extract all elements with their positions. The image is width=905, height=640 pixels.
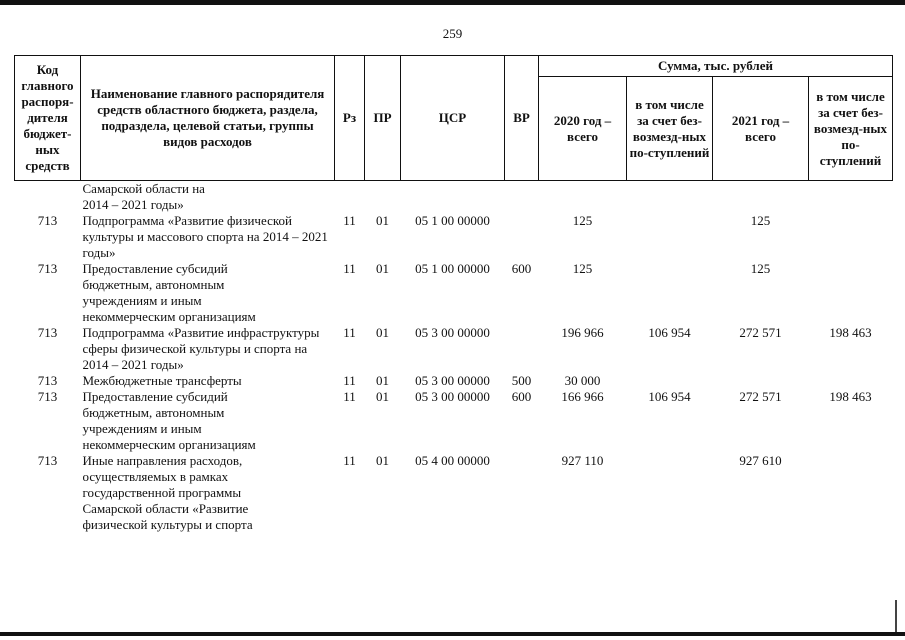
cell-2020-free xyxy=(627,181,713,214)
cell-2021-free: 198 463 xyxy=(829,389,872,404)
page-number: 259 xyxy=(442,26,463,41)
table-body xyxy=(15,181,893,534)
cell-pr: 01 xyxy=(376,261,389,276)
header-code: Код главного распоря-дителя бюджет-ных средств xyxy=(15,56,81,181)
cell-rz: 11 xyxy=(343,213,356,228)
cell-name-text: Предоставление субсидий бюджетным, автономным учреждениям и иным некоммерческим организациям xyxy=(82,261,256,324)
header-pr: ПР xyxy=(365,56,401,181)
table-row xyxy=(15,373,893,389)
cell-pr: 01 xyxy=(376,373,389,388)
header-2021-total: 2021 год – всего xyxy=(713,77,809,181)
cell-rz: 11 xyxy=(343,453,356,468)
header-vr: ВР xyxy=(505,56,539,181)
cell-2020-total: 30 000 xyxy=(564,373,601,388)
header-sum-title: Сумма, тыс. рублей xyxy=(539,56,893,77)
cell-2021-total: 125 xyxy=(750,261,771,276)
cell-2020-total xyxy=(539,181,627,214)
right-edge-mark xyxy=(895,600,897,632)
cell-2021-free xyxy=(809,261,893,325)
cell-csr: 05 3 00 00000 xyxy=(415,373,490,388)
header-rz: Рз xyxy=(335,56,365,181)
cell-code: 713 xyxy=(37,389,58,404)
cell-csr: 05 3 00 00000 xyxy=(415,325,490,340)
table-row xyxy=(15,453,893,533)
cell-2021-free xyxy=(809,213,893,261)
cell-vr xyxy=(505,213,539,261)
cell-2021-total: 927 610 xyxy=(739,453,782,468)
cell-code: 713 xyxy=(37,213,58,228)
cell-vr: 500 xyxy=(511,373,532,388)
header-name: Наименование главного распорядителя средств областного бюджета, раздела, подраздела, целевой статьи, группы видов расходов xyxy=(81,56,335,181)
cell-rz: 11 xyxy=(343,261,356,276)
cell-vr xyxy=(505,453,539,533)
cell-csr: 05 4 00 00000 xyxy=(415,453,490,468)
cell-2021-total xyxy=(713,181,809,214)
cell-2021-total xyxy=(713,373,809,389)
header-csr: ЦСР xyxy=(401,56,505,181)
cell-code xyxy=(15,181,81,214)
cell-rz: 11 xyxy=(343,373,356,388)
cell-rz: 11 xyxy=(343,389,356,404)
cell-2020-total: 196 966 xyxy=(561,325,604,340)
cell-vr: 600 xyxy=(511,389,532,404)
cell-2020-free xyxy=(627,261,713,325)
cell-pr: 01 xyxy=(376,389,389,404)
cell-2021-free: 198 463 xyxy=(829,325,872,340)
cell-2021-free xyxy=(809,373,893,389)
cell-code: 713 xyxy=(37,453,58,468)
cell-2020-total: 166 966 xyxy=(561,389,604,404)
cell-2020-free xyxy=(627,213,713,261)
cell-pr: 01 xyxy=(376,213,389,228)
cell-name xyxy=(81,389,335,453)
cell-2020-total: 927 110 xyxy=(561,453,604,468)
cell-vr: 600 xyxy=(511,261,532,276)
cell-code: 713 xyxy=(37,261,58,276)
cell-rz xyxy=(335,181,365,214)
table-row xyxy=(15,181,893,214)
header-2020-free: в том числе за счет без-возмезд-ных по-ступлений xyxy=(627,77,713,181)
cell-name-text: Иные направления расходов, осуществляемых в рамках государственной программы Самарской области «Развитие физической культуры и спорта xyxy=(82,453,253,532)
table-row xyxy=(15,389,893,453)
cell-csr xyxy=(401,181,505,214)
cell-name xyxy=(81,261,335,325)
cell-2020-free xyxy=(627,373,713,389)
cell-code: 713 xyxy=(37,373,58,388)
table-row xyxy=(15,213,893,261)
cell-name: Подпрограмма «Развитие физической культуры и массового спорта на 2014 – 2021 годы» xyxy=(82,213,328,260)
cell-name: Подпрограмма «Развитие инфраструктуры сферы физической культуры и спорта на 2014 – 2021 годы» xyxy=(82,325,320,372)
cell-2020-free: 106 954 xyxy=(648,325,691,340)
table-row xyxy=(15,261,893,325)
cell-2021-total: 272 571 xyxy=(739,389,782,404)
cell-pr xyxy=(365,181,401,214)
top-border xyxy=(0,0,905,5)
cell-2021-total: 125 xyxy=(750,213,771,228)
table-header xyxy=(15,56,893,181)
cell-name: Межбюджетные трансферты xyxy=(82,373,242,388)
cell-rz: 11 xyxy=(343,325,356,340)
budget-table xyxy=(14,55,893,533)
cell-2021-total: 272 571 xyxy=(739,325,782,340)
cell-vr xyxy=(505,181,539,214)
cell-name-text: Предоставление субсидий бюджетным, автономным учреждениям и иным некоммерческим организациям xyxy=(82,389,256,452)
cell-csr: 05 1 00 00000 xyxy=(415,213,490,228)
cell-2020-total: 125 xyxy=(572,261,593,276)
cell-2020-total: 125 xyxy=(572,213,593,228)
cell-csr: 05 1 00 00000 xyxy=(415,261,490,276)
cell-2020-free xyxy=(627,453,713,533)
header-2021-free: в том числе за счет без-возмезд-ных по-ступлений xyxy=(809,77,893,181)
cell-2020-free: 106 954 xyxy=(648,389,691,404)
cell-vr xyxy=(505,325,539,373)
header-2020-total: 2020 год – всего xyxy=(539,77,627,181)
cell-pr: 01 xyxy=(376,325,389,340)
cell-name-text: Самарской области на 2014 – 2021 годы» xyxy=(82,181,205,212)
cell-code: 713 xyxy=(37,325,58,340)
cell-csr: 05 3 00 00000 xyxy=(415,389,490,404)
cell-pr: 01 xyxy=(376,453,389,468)
bottom-border xyxy=(0,632,905,636)
cell-2021-free xyxy=(809,453,893,533)
table-row xyxy=(15,325,893,373)
cell-name xyxy=(81,453,335,533)
cell-2021-free xyxy=(809,181,893,214)
cell-name xyxy=(81,181,335,214)
